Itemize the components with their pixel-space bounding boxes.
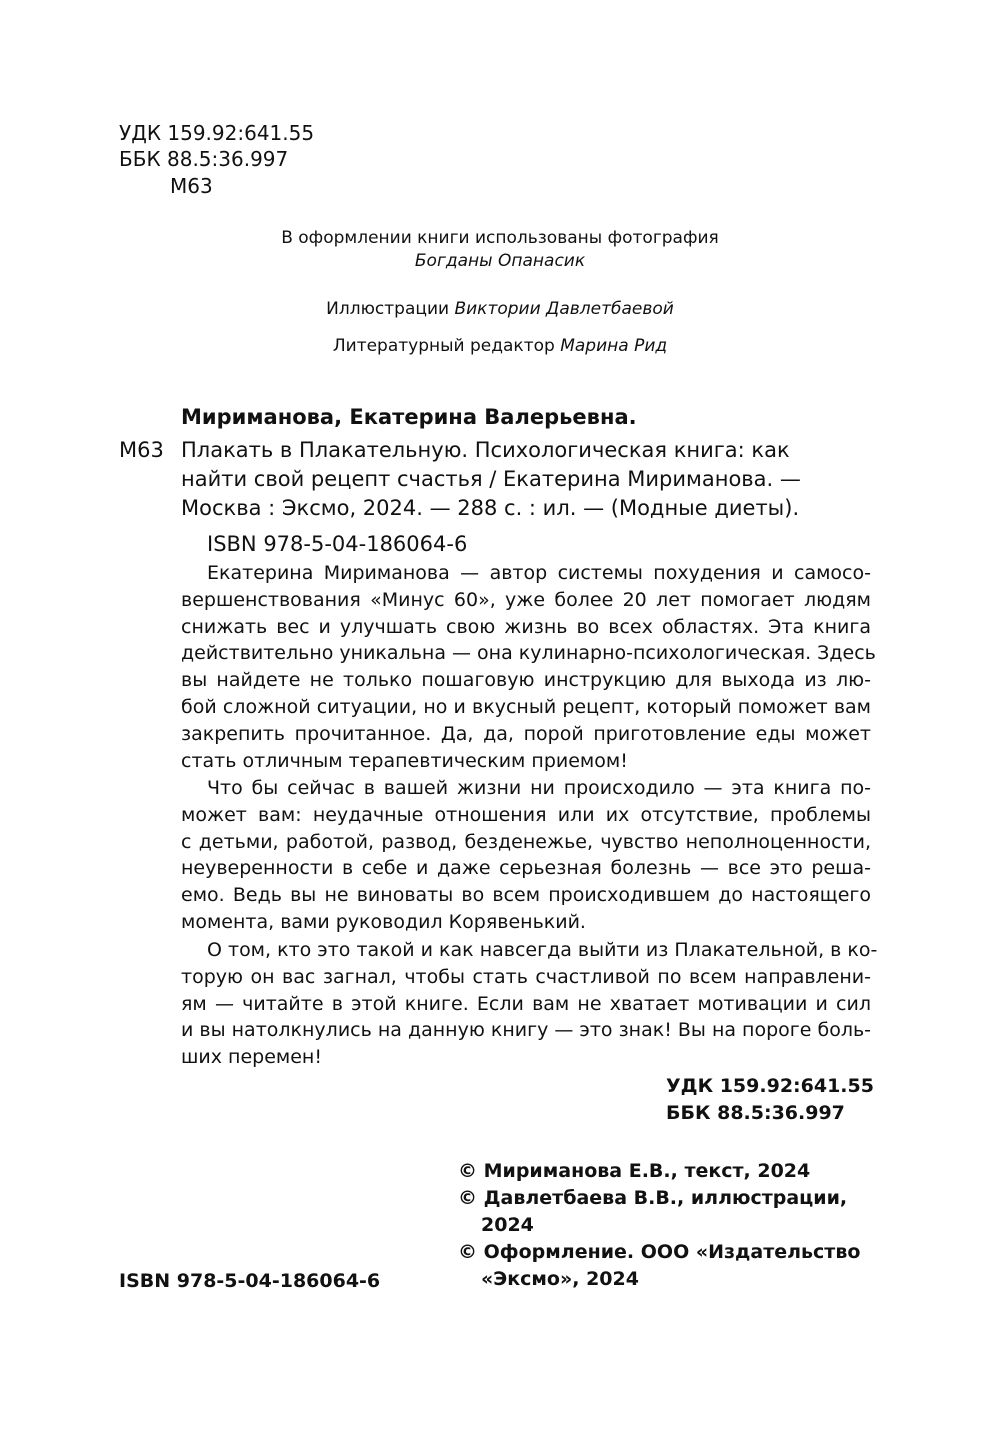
annotation-line: О том, кто это такой и как навсегда выйти из Плакательной, в ко- [207, 939, 878, 961]
annotation-paragraph [181, 775, 871, 936]
annotation-line: ших перемен! [181, 1046, 322, 1069]
annotation-paragraph [181, 937, 878, 1071]
annotation-line: неуверенности в себе и даже серьезная болезнь — все это реша- [181, 857, 871, 880]
annotation-line: вы найдете не только пошаговую инструкцию для выхода из лю- [181, 669, 871, 692]
annotation-line: может вам: неудачные отношения или их отсутствие, проблемы [181, 803, 871, 826]
record-title-line: найти свой рецепт счастья / Екатерина Мириманова. — [181, 467, 801, 491]
record-isbn: ISBN 978-5-04-186064-6 [207, 532, 468, 556]
copyright-design-cont: «Эксмо», 2024 [481, 1268, 639, 1290]
illustrations-label: Иллюстрации [326, 299, 450, 319]
bbk-code-bold: ББК 88.5:36.997 [666, 1102, 845, 1124]
isbn-bottom: ISBN 978-5-04-186064-6 [119, 1270, 381, 1292]
udk-code-bold: УДК 159.92:641.55 [666, 1075, 874, 1097]
annotation-line: торую он вас загнал, чтобы стать счастливой по всем направлени- [181, 965, 871, 988]
copyright-illustrations-year: 2024 [481, 1214, 534, 1236]
annotation-line: закрепить прочитанное. Да, да, порой приготовление еды может [181, 722, 871, 745]
annotation-line: снижать вес и улучшать свою жизнь во всех областях. Эта книга [181, 615, 871, 638]
annotation-line: стать отличным терапевтическим приемом! [181, 749, 628, 772]
copyright-block [458, 1158, 860, 1293]
illustrations-credit [0, 298, 1000, 321]
udk-code: УДК 159.92:641.55 [119, 121, 315, 145]
record-mark: М63 [119, 438, 164, 462]
annotation-line: и вы натолкнулись на данную книгу — это знак! Вы на пороге боль- [181, 1019, 872, 1042]
annotation-line: Екатерина Мириманова — автор системы похудения и самосо- [207, 562, 871, 584]
bbk-code: ББК 88.5:36.997 [119, 147, 289, 171]
copyright-author: © Мириманова Е.В., текст, 2024 [458, 1160, 811, 1182]
annotation-line: Что бы сейчас в вашей жизни ни происходило — эта книга по- [207, 777, 871, 799]
copyright-design: © Оформление. ООО «Издательство [458, 1241, 861, 1263]
record-title-line: Плакать в Плакательную. Психологическая книга: как [181, 438, 790, 462]
record-title-line: Москва : Эксмо, 2024. — 288 с. : ил. — (Модные диеты). [181, 496, 800, 520]
editor-name: Марина Рид [560, 336, 668, 356]
photo-credit [0, 227, 1000, 273]
illustrations-author: Виктории Давлетбаевой [454, 299, 674, 319]
annotation-line: бой сложной ситуации, но и вкусный рецепт, который поможет вам [181, 695, 871, 718]
annotation-line: с детьми, работой, развод, безденежье, чувство неполноценности, [181, 830, 871, 853]
record-author: Мириманова, Екатерина Валерьевна. [181, 405, 637, 429]
photo-author: Богданы Опанасик [414, 251, 586, 271]
annotation-line: ям — читайте в этой книге. Если вам не хватает мотивации и сил [181, 992, 871, 1015]
annotation-line: момента, вами руководил Корявенький. [181, 910, 586, 933]
copyright-illustrations: © Давлетбаева В.В., иллюстрации, [458, 1187, 848, 1209]
annotation-line: емо. Ведь вы не виноваты во всем происходившем до настоящего [181, 884, 871, 907]
editor-label: Литературный редактор [332, 336, 555, 356]
author-mark: М63 [170, 174, 213, 198]
annotation-line: действительно уникальна — она кулинарно-психологическая. Здесь [181, 642, 876, 665]
annotation-paragraph [181, 560, 876, 774]
annotation-line: вершенствования «Минус 60», уже более 20 лет помогает людям [181, 588, 871, 611]
editor-credit [0, 335, 1000, 358]
photo-credit-line: В оформлении книги использованы фотография [281, 228, 719, 248]
